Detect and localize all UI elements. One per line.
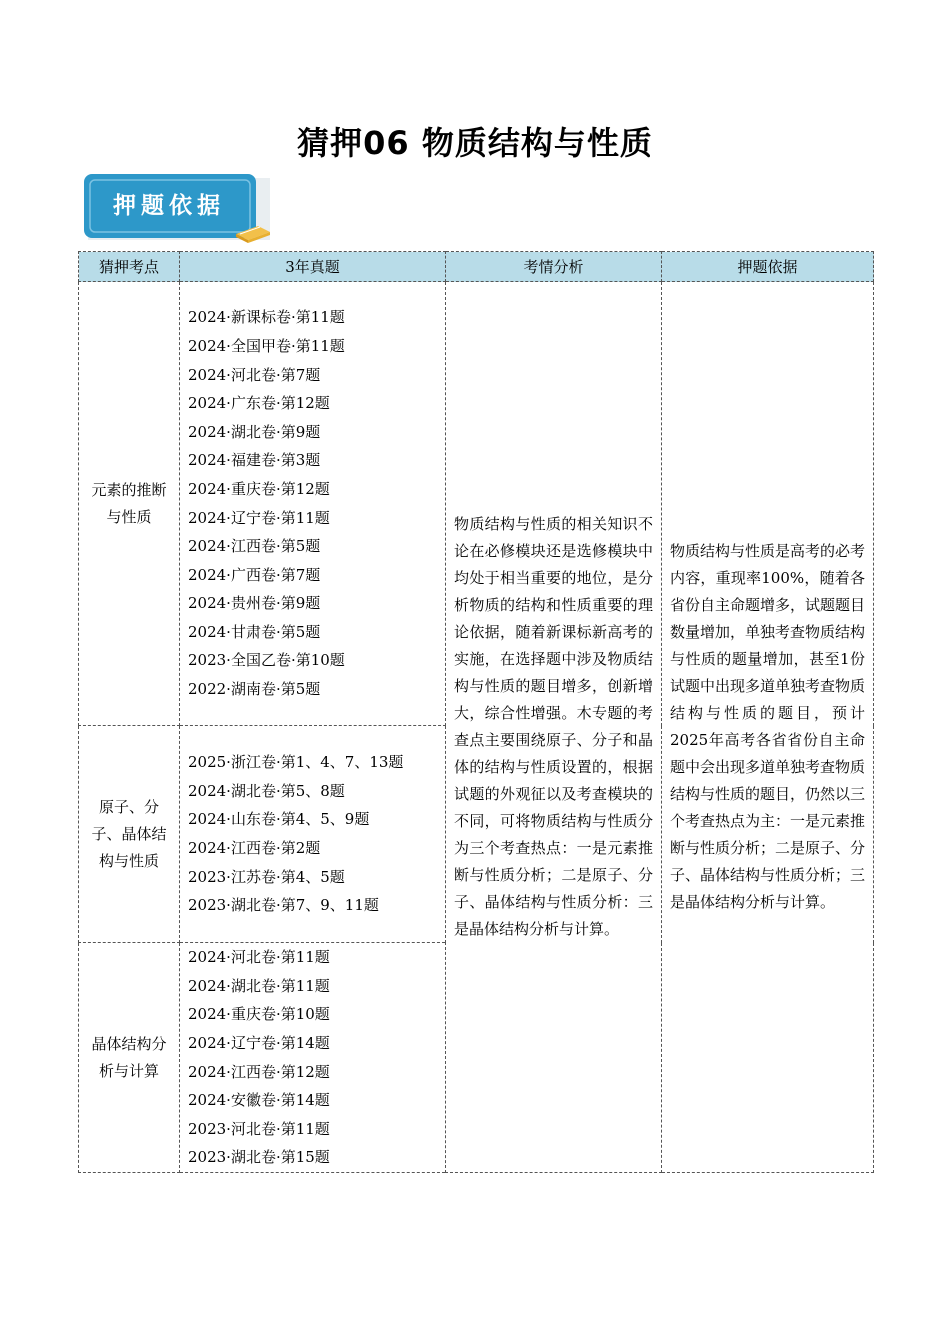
question-item: 2024·广东卷·第12题 xyxy=(188,394,330,413)
question-item: 2023·湖北卷·第7、9、11题 xyxy=(188,896,379,915)
header-basis: 押题依据 xyxy=(662,252,874,282)
topic-cell: 元素的推断与性质 xyxy=(79,282,180,726)
header-questions: 3年真题 xyxy=(180,252,446,282)
question-item: 2023·湖北卷·第15题 xyxy=(188,1148,330,1167)
question-item: 2024·贵州卷·第9题 xyxy=(188,594,321,613)
question-item: 2023·全国乙卷·第10题 xyxy=(188,651,345,670)
analysis-cell: 物质结构与性质的相关知识不论在必修模块还是选修模块中均处于相当重要的地位，是分析物质的结构和性质重要的理论依据，随着新课标新高考的实施，在选择题中涉及物质结构与性质的题目增多，创新增大，综合性增强。木专题的考查点主要围绕原子、分子和晶体的结构与性质设置的，根据试题的外观征以及考查模块的不同，可将物质结构与性质分为三个考查热点：一是元素推断与性质分析；二是原子、分子、晶体结构与性质分析：三是晶体结构分析与计算。 xyxy=(446,282,662,1173)
question-item: 2024·重庆卷·第10题 xyxy=(188,1005,330,1024)
question-item: 2024·湖北卷·第5、8题 xyxy=(188,781,345,800)
question-item: 2024·辽宁卷·第11题 xyxy=(188,508,330,527)
page-title: 猜押06 物质结构与性质 xyxy=(297,124,653,162)
basis-cell: 物质结构与性质是高考的必考内容，重现率100%，随着各省份自主命题增多，试题题目数量增加，单独考查物质结构与性质的题量增加，甚至1份试题中出现多道单独考查物质结构与性质的题目，预计2025年高考各省省份自主命题中会出现多道单独考查物质结构与性质的题目，仍然以三个考查热点为主：一是元素推断与性质分析；二是原子、分子、晶体结构与性质分析；三是晶体结构分析与计算。 xyxy=(662,282,874,1173)
question-item: 2022·湖南卷·第5题 xyxy=(188,680,321,699)
question-item: 2024·安徽卷·第14题 xyxy=(188,1091,330,1110)
question-item: 2024·福建卷·第3题 xyxy=(188,451,321,470)
question-item: 2024·广西卷·第7题 xyxy=(188,565,321,584)
questions-cell xyxy=(180,726,446,943)
question-item: 2024·辽宁卷·第14题 xyxy=(188,1033,330,1052)
topic-cell: 原子、分子、晶体结构与性质 xyxy=(79,726,180,943)
badge-label: 押题依据 xyxy=(113,193,225,219)
question-item: 2025·浙江卷·第1、4、7、13题 xyxy=(188,753,404,772)
question-item: 2024·河北卷·第11题 xyxy=(188,948,330,967)
table-row xyxy=(79,282,874,726)
question-item: 2023·江苏卷·第4、5题 xyxy=(188,867,345,886)
header-analysis: 考情分析 xyxy=(446,252,662,282)
question-item: 2024·重庆卷·第12题 xyxy=(188,479,330,498)
question-item: 2024·新课标卷·第11题 xyxy=(188,308,345,327)
question-item: 2024·山东卷·第4、5、9题 xyxy=(188,810,370,829)
questions-cell xyxy=(180,282,446,726)
question-item: 2024·甘肃卷·第5题 xyxy=(188,622,321,641)
question-item: 2024·江西卷·第12题 xyxy=(188,1062,330,1081)
question-item: 2024·湖北卷·第9题 xyxy=(188,422,321,441)
question-item: 2024·湖北卷·第11题 xyxy=(188,976,330,995)
question-item: 2024·河北卷·第7题 xyxy=(188,365,321,384)
header-topic: 猜押考点 xyxy=(79,252,180,282)
exam-table xyxy=(78,251,874,1173)
question-item: 2023·河北卷·第11题 xyxy=(188,1119,330,1138)
section-badge xyxy=(84,174,272,244)
questions-cell xyxy=(180,943,446,1173)
topic-cell: 晶体结构分析与计算 xyxy=(79,943,180,1173)
question-item: 2024·全国甲卷·第11题 xyxy=(188,336,345,355)
question-item: 2024·江西卷·第2题 xyxy=(188,839,321,857)
table-header-row xyxy=(79,252,874,282)
question-item: 2024·江西卷·第5题 xyxy=(188,537,321,556)
